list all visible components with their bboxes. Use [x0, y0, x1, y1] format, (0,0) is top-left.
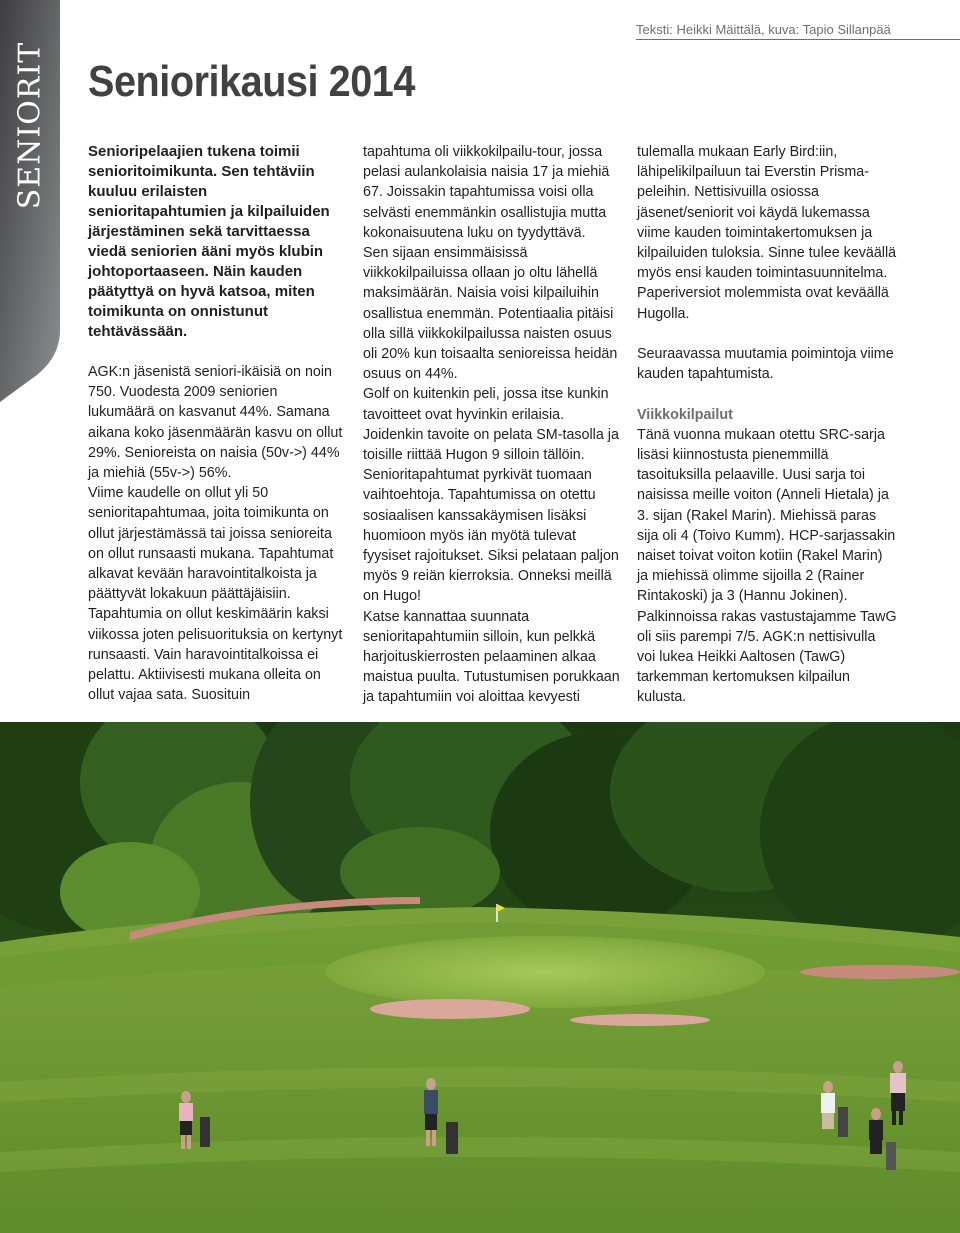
body-paragraph: AGK:n jäsenistä seniori-ikäisiä on noin 750. Vuodesta 2009 seniorien lukumäärä on kasvanut 44%. Samana aikana koko jäsenmäärän kasvu on ollut 29%. Senioreista on naisia (50v->) 44% ja miehiä (55v->) 56%.: [88, 364, 343, 482]
lead-paragraph: Senioripelaajien tukena toimii senioritoimikunta. Sen tehtäviin kuuluu erilaisten senioritapahtumien ja kilpailuiden järjestäminen sekä tarvittaessa viedä seniorien ääni myös klubin johtoportaaseen. Näin kauden päätyttyä on hyvä katsoa, miten toimikunta on onnistunut tehtävässään.: [88, 143, 330, 340]
body-paragraph: Golf on kuitenkin peli, jossa itse kunkin tavoitteet ovat hyvinkin erilaisia. Joidenkin tavoite on pelata SM-tasolla ja toisille riittää Hugon 9 silloin tällöin.: [363, 386, 619, 464]
text-column-1: [88, 142, 346, 705]
author-credit: Teksti: Heikki Mäittälä, kuva: Tapio Sillanpää: [636, 20, 960, 40]
section-subheading: Viikkokilpailut: [637, 406, 733, 423]
body-paragraph: Tapahtumia on ollut keskimäärin kaksi viikossa joten pelisuorituksia on kertynyt runsaasti. Vain haravointitalkoissa ei pelattu. Aktiivisesti mukana olleita on ollut vajaa sata. Suosituin: [88, 606, 343, 704]
text-column-3: [637, 142, 897, 708]
body-paragraph: Tänä vuonna mukaan otettu SRC-sarja lisäsi kiinnostusta pienemmillä tasoituksilla pelaaville. Uusi sarja toi naisissa meille voiton (Anneli Hietala) ja 3. sijan (Rakel Marin). Miehissä paras sija oli 4 (Toivo Kumm). HCP-sarjassakin naiset toivat voiton kotiin (Rakel Marin) ja miehissä olimme sijoilla 2 (Rainer Rintakoski) ja 3 (Hannu Jokinen). Palkinnoissa rakas vastustajamme TawG oli siis parempi 7/5. AGK:n nettisivulla voi lukea Heikki Aaltosen (TawG) tarkemman kertomuksen kilpailun kulusta.: [637, 426, 897, 706]
body-paragraph: Katse kannattaa suunnata senioritapahtumiin silloin, kun pelkkä harjoituskierrosten pelaaminen alkaa maistua puulta. Tutustumisen porukkaan ja tapahtumiin voi aloittaa kevyesti: [363, 608, 620, 706]
body-paragraph: Sen sijaan ensimmäisissä viikkokilpailuissa ollaan jo oltu lähellä maksimäärän. Naisia voisi kilpailuihin osallistua enemmän. Potentiaalia pitäisi olla sillä viikkokilpailussa naisten osuus oli 20% kun toisaalta senioreissa heidän osuus on 44%.: [363, 245, 618, 383]
text-column-2: [363, 142, 623, 708]
section-label: [0, 20, 60, 230]
body-paragraph: Seuraavassa muutamia poimintoja viime kauden tapahtumista.: [637, 346, 894, 383]
body-paragraph: Senioritapahtumat pyrkivät tuomaan vaihtoehtoja. Tapahtumissa on otettu sosiaalisen kanssakäymisen lisäksi huomioon myös iän myötä tulevat fyysiset rajoitukset. Siksi pelataan paljon myös 9 reiän kierroksia. Onneksi meillä on Hugo!: [363, 467, 619, 605]
article-headline: Seniorikausi 2014: [88, 57, 415, 106]
section-label-text: SENIORIT: [12, 41, 48, 209]
body-paragraph: tapahtuma oli viikkokilpailu-tour, jossa pelasi aulankolaisia naisia 17 ja miehiä 67. Joissakin tapahtumissa voisi olla selvästi enemmänkin osallistujia mutta kokonaisuutena luku on tyydyttävä.: [363, 144, 610, 241]
golf-course-photo: [0, 722, 960, 1233]
body-paragraph: tulemalla mukaan Early Bird:iin, lähipelikilpailuun tai Everstin Prisma-peleihin. Nettisivuilla osiossa jäsenet/seniorit voi käydä lukemassa viime kauden toimintakertomuksen ja kilpailuiden tuloksia. Sinne tulee keväällä myös ensi kauden toimintasuunnitelma. Paperiversiot molemmista ovat keväällä Hugolla.: [637, 144, 897, 322]
body-paragraph: Viime kaudelle on ollut yli 50 senioritapahtumaa, joita toimikunta on ollut järjestämässä tai joissa senioreita on ollut runsaasti mukana. Tapahtumat alkavat kevään haravointitalkoista ja päättyvät lokakuun päättäjäisiin.: [88, 485, 334, 603]
